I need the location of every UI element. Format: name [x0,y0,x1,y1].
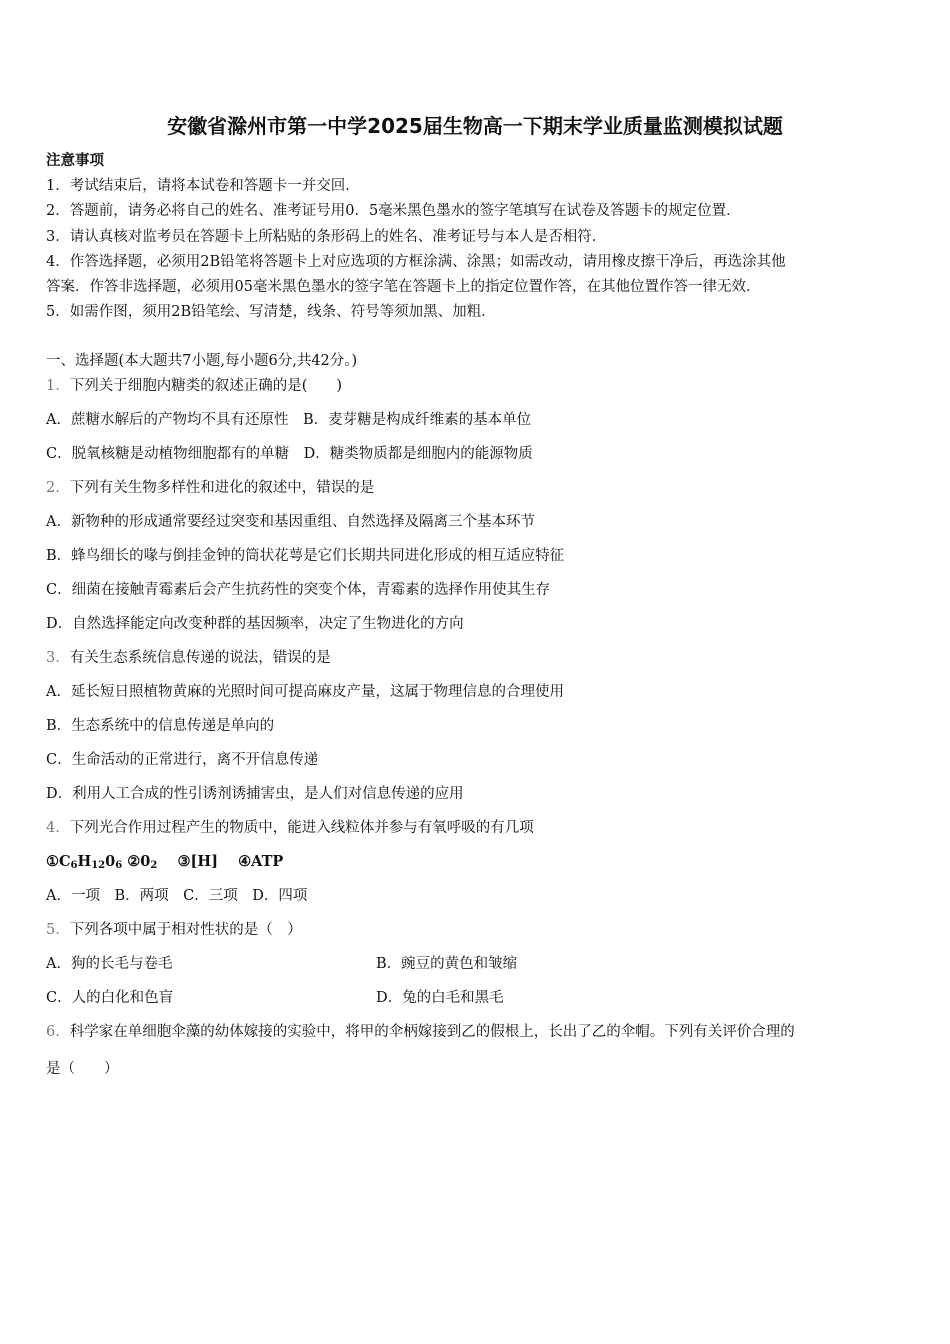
question-number: 1． [46,378,70,394]
question-number: 6． [46,1024,70,1040]
notice-heading: 注意事项 [46,152,104,169]
question-stem: 下列光合作用过程产生的物质中，能进入线粒体并参与有氧呼吸的有几项 [69,820,534,836]
question-5 [46,919,302,941]
q5-option-c: C．人的白化和色盲 [46,990,174,1006]
question-6 [46,1021,795,1043]
question-stem: 有关生态系统信息传递的说法，错误的是 [69,650,331,666]
question-stem: 下列各项中属于相对性状的是（ ） [69,922,302,938]
question-2 [46,477,374,499]
question-3 [46,647,331,669]
q5-option-a: A．狗的长毛与卷毛 [46,956,173,972]
notice-item: 5．如需作图，须用2B铅笔绘、写清楚，线条、符号等须加黑、加粗． [46,304,496,320]
notice-item: 4．作答选择题，必须用2B铅笔将答题卡上对应选项的方框涂满、涂黑；如需改动，请用橡皮擦干净后，再选涂其他 [46,254,786,270]
question-number: 5． [46,922,70,938]
question-4 [46,817,534,839]
q3-option-d: D．利用人工合成的性引诱剂诱捕害虫，是人们对信息传递的应用 [46,786,464,802]
q2-option-b: B．蜂鸟细长的喙与倒挂金钟的筒状花萼是它们长期共同进化形成的相互适应特征 [46,548,565,564]
q2-option-a: A．新物种的形成通常要经过突变和基因重组、自然选择及隔离三个基本环节 [46,514,535,530]
question-stem: 科学家在单细胞伞藻的幼体嫁接的实验中，将甲的伞柄嫁接到乙的假根上，长出了乙的伞帽。下列有关评价合理的 [69,1024,795,1040]
notice-item: 3．请认真核对监考员在答题卡上所粘贴的条形码上的姓名、准考证号与本人是否相符． [46,229,607,245]
q5-option-b: B．豌豆的黄色和皱缩 [376,956,518,972]
notice-item: 1．考试结束后，请将本试卷和答题卡一并交回． [46,178,360,194]
q2-option-d: D．自然选择能定向改变种群的基因频率，决定了生物进化的方向 [46,616,464,632]
q4-options: A．一项 B．两项 C．三项 D．四项 [46,888,308,904]
q3-option-a: A．延长短日照植物黄麻的光照时间可提高麻皮产量，这属于物理信息的合理使用 [46,684,564,700]
question-number: 4． [46,820,70,836]
question-stem: 下列关于细胞内糖类的叙述正确的是( ) [69,378,343,394]
section-heading: 一、选择题(本大题共7小题,每小题6分,共42分。) [46,353,358,369]
q1-options-cd: C．脱氧核糖是动植物细胞都有的单糖 D．糖类物质都是细胞内的能源物质 [46,446,533,462]
item-glucose: $①C_6H_{12}0_6$ [46,853,123,871]
question-number: 2． [46,480,70,496]
item-oxygen: $②0_2$ [127,853,158,871]
q3-option-b: B．生态系统中的信息传递是单向的 [46,718,275,734]
question-stem: 下列有关生物多样性和进化的叙述中，错误的是 [69,480,375,496]
notice-item: 2．答题前，请务必将自己的姓名、准考证号用0．5毫米黑色墨水的签字笔填写在试卷及答题卡的规定位置． [46,203,741,219]
q5-option-d: D．兔的白毛和黑毛 [376,990,504,1006]
item-atp: ④ATP [238,853,284,870]
q1-options-ab: A．蔗糖水解后的产物均不具有还原性 B．麦芽糖是构成纤维素的基本单位 [46,412,532,428]
q4-items [46,851,283,877]
page-title: 安徽省滁州市第一中学2025届生物高一下期末学业质量监测模拟试题 [167,114,783,138]
notice-item: 答案．作答非选择题，必须用05毫米黑色墨水的签字笔在答题卡上的指定位置作答，在其他位置作答一律无效． [46,279,761,295]
q2-option-c: C．细菌在接触青霉素后会产生抗药性的突变个体，青霉素的选择作用使其生存 [46,582,551,598]
question-number: 3． [46,650,70,666]
q3-option-c: C．生命活动的正常进行，离不开信息传递 [46,752,319,768]
item-h: ③[H] [177,853,218,870]
question-6-cont: 是（ ） [46,1061,119,1077]
question-1 [46,375,342,397]
